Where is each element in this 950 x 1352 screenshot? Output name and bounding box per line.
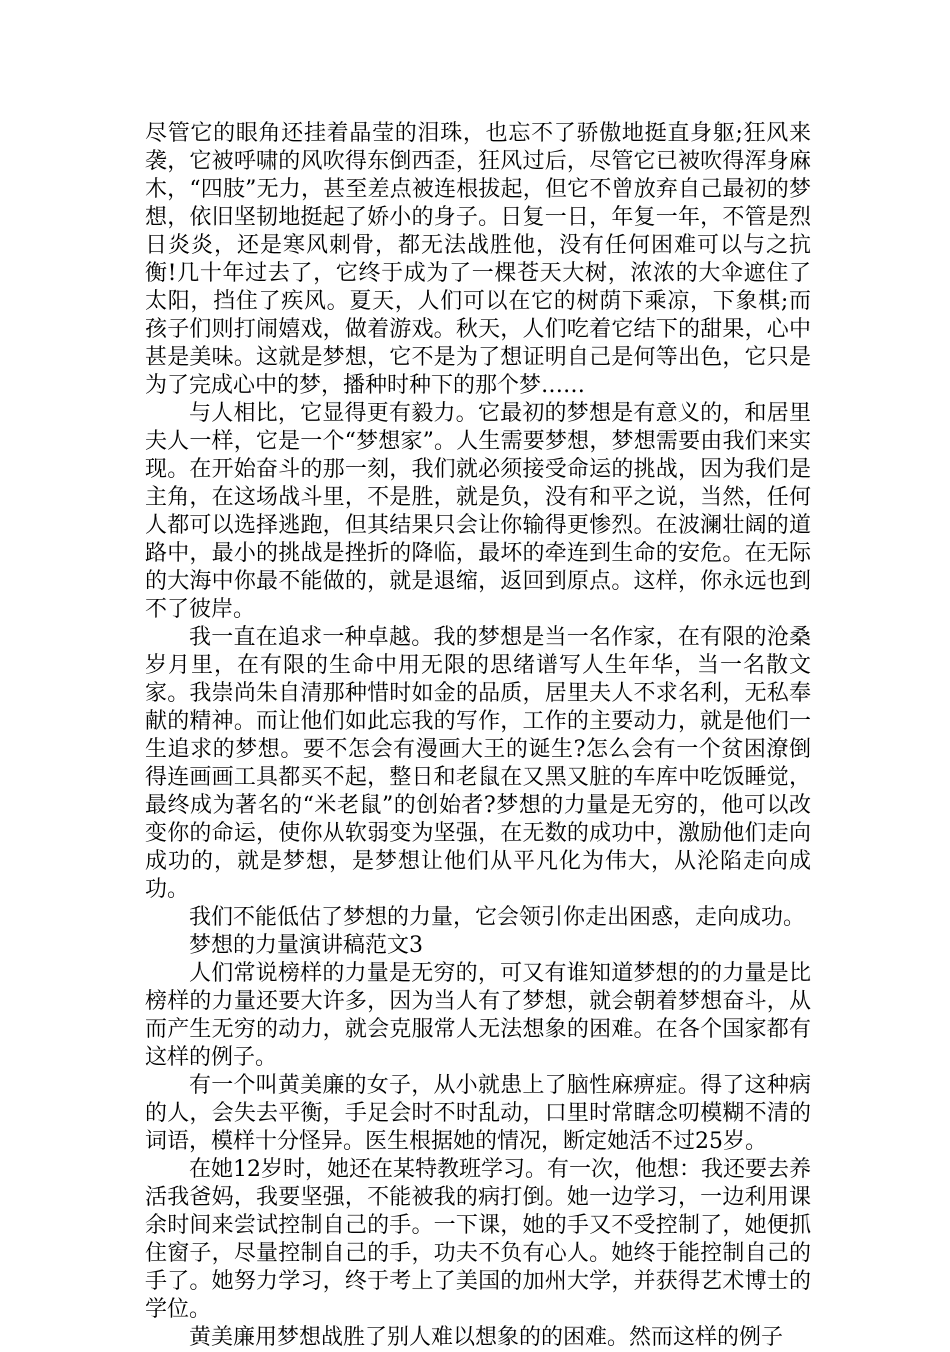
paragraph-3: 我一直在追求一种卓越。我的梦想是当一名作家，在有限的沧桑岁月里，在有限的生命中用无限的思绪谱写人生年华，当一名散文家。我崇尚朱自清那种惜时如金的品质，居里夫人不求名利，无私奉献的精神。而让他们如此忘我的写作，工作的主要动力，就是他们一生追求的梦想。要不怎会有漫画大王的诞生?怎么会有一个贫困潦倒得连画画工具都买不起，整日和老鼠在又黑又脏的车库中吃饭睡觉，最终成为著名的“米老鼠”的创始者?梦想的力量是无穷的，他可以改变你的命运，使你从软弱变为坚强，在无数的成功中，激励他们走向成功的，就是梦想，是梦想让他们从平凡化为伟大，从沦陷走向成功。 [145,625,811,902]
paragraph-2: 与人相比，它显得更有毅力。它最初的梦想是有意义的，和居里夫人一样，它是一个“梦想家”。人生需要梦想，梦想需要由我们来实现。在开始奋斗的那一刻，我们就必须接受命运的挑战，因为我们是主角，在这场战斗里，不是胜，就是负，没有和平之说，当然，任何人都可以选择逃跑，但其结果只会让你输得更惨烈。在波澜壮阔的道路中，最小的挑战是挫折的降临，最坏的牵连到生命的安危。在无际的大海中你最不能做的，就是退缩，返回到原点。这样，你永远也到不了彼岸。 [145,401,811,622]
paragraph-8: 黄美廉用梦想战胜了别人难以想象的的困难。然而这样的例子 [189,1325,784,1350]
section-heading: 梦想的力量演讲稿范文3 [189,933,423,958]
paragraph-7: 在她12岁时，她还在某特教班学习。有一次，他想：我还要去养活我爸妈，我要坚强，不能被我的病打倒。她一边学习，一边利用课余时间来尝试控制自己的手。一下课，她的手又不受控制了，她便抓住窗子，尽量控制自己的手，功夫不负有心人。她终于能控制自己的手了。她努力学习，终于考上了美国的加州大学，并获得艺术博士的学位。 [145,1157,811,1322]
paragraph-5: 人们常说榜样的力量是无穷的，可又有谁知道梦想的的力量是比榜样的力量还要大许多，因为当人有了梦想，就会朝着梦想奋斗，从而产生无穷的动力，就会克服常人无法想象的困难。在各个国家都有这样的例子。 [145,961,811,1070]
paragraph-1: 尽管它的眼角还挂着晶莹的泪珠，也忘不了骄傲地挺直身躯;狂风来袭，它被呼啸的风吹得东倒西歪，狂风过后，尽管它已被吹得浑身麻木，“四肢”无力，甚至差点被连根拔起，但它不曾放弃自己最初的梦想，依旧坚韧地挺起了娇小的身子。日复一日，年复一年，不管是烈日炎炎，还是寒风刺骨，都无法战胜他，没有任何困难可以与之抗衡!几十年过去了，它终于成为了一棵苍天大树，浓浓的大伞遮住了太阳，挡住了疾风。夏天，人们可以在它的树荫下乘凉，下象棋;而孩子们则打闹嬉戏，做着游戏。秋天，人们吃着它结下的甜果，心中甚是美味。这就是梦想，它不是为了想证明自己是何等出色，它只是为了完成心中的梦，播种时种下的那个梦…… [145,121,811,398]
paragraph-6: 有一个叫黄美廉的女子，从小就患上了脑性麻痹症。得了这种病的人，会失去平衡，手足会时不时乱动，口里时常瞎念叨模糊不清的词语，模样十分怪异。医生根据她的情况，断定她活不过25岁。 [145,1073,811,1154]
document-body [145,120,811,1352]
paragraph-4: 我们不能低估了梦想的力量，它会领引你走出困惑，走向成功。 [189,905,806,930]
